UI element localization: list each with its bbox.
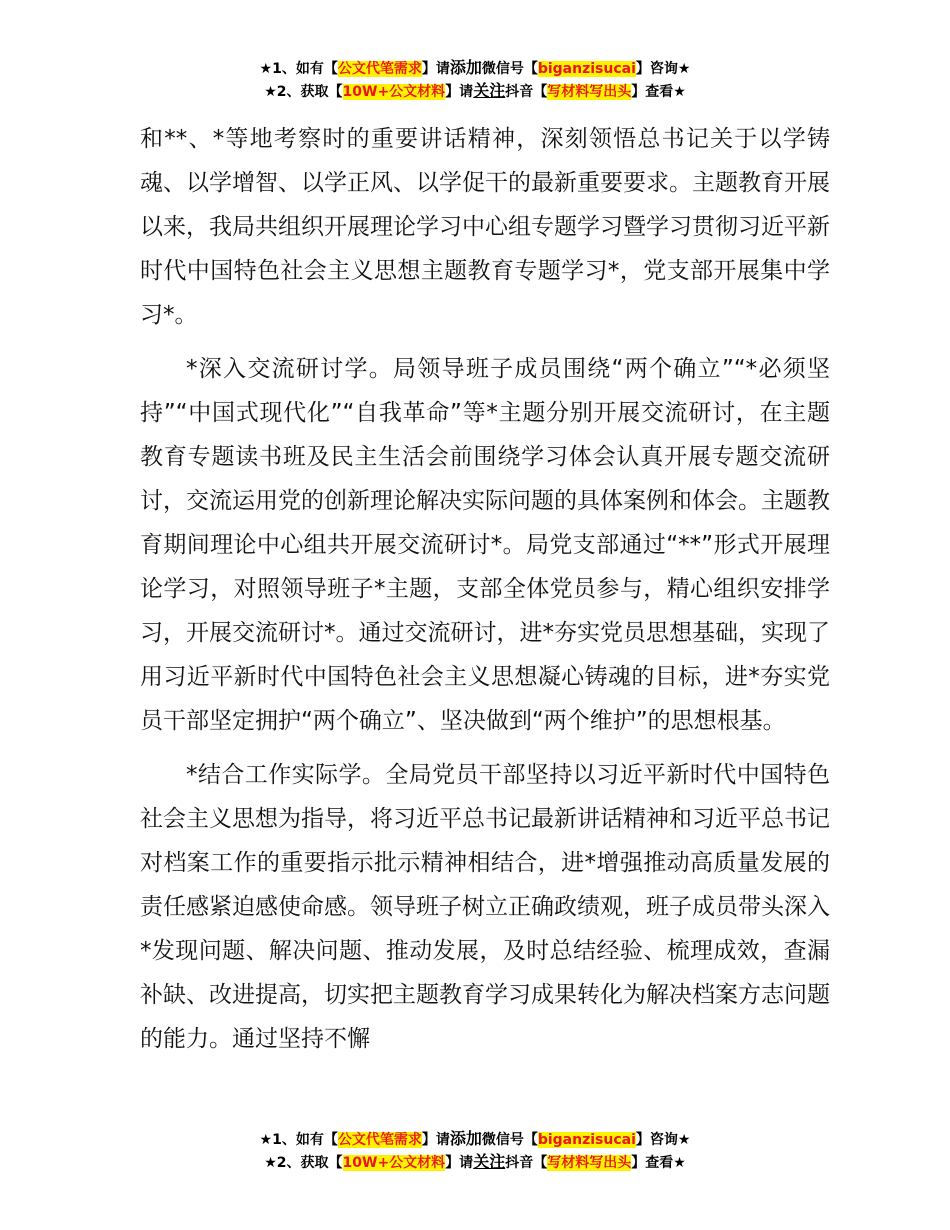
paragraph-1: 和**、*等地考察时的重要讲话精神，深刻领悟总书记关于以学铸魂、以学增智、以学正风、以学促干的最新重要要求。主题教育开展以来，我局共组织开展理论学习中心组专题学习暨学习贯彻习近平新时代中国特色社会主义思想主题教育专题学习*，党支部开展集中学习*。 (140, 126, 830, 328)
document-body (140, 117, 830, 1061)
highlight-service: 公文代笔需求 (337, 61, 422, 77)
highlight-douyin: 写材料写出头 (547, 84, 632, 100)
highlight-wechat-id: biganzisucai (537, 1132, 636, 1148)
header-banner (0, 57, 950, 103)
paragraph-2: *深入交流研讨学。局领导班子成员围绕“两个确立”“*必须坚持”“中国式现代化”“自我革命”等*主题分别开展交流研讨，在主题教育专题读书班及民主生活会前围绕学习体会认真开展专题交流研讨，交流运用党的创新理论解决实际问题的具体案例和体会。主题教育期间理论中心组共开展交流研讨*。局党支部通过“**”形式开展理论学习，对照领导班子*主题，支部全体党员参与，精心组织安排学习，开展交流研讨*。通过交流研讨，进*夯实党员思想基础，实现了用习近平新时代中国特色社会主义思想凝心铸魂的目标，进*夯实党员干部坚定拥护“两个确立”、坚决做到“两个维护”的思想根基。 (140, 356, 830, 734)
highlight-wechat-id: biganzisucai (537, 61, 636, 77)
footer-banner (0, 1128, 950, 1174)
banner-line-1: ★1、如有【公文代笔需求】请添加微信号【biganzisucai】咨询★ (259, 1129, 691, 1148)
banner-line-1: ★1、如有【公文代笔需求】请添加微信号【biganzisucai】咨询★ (259, 58, 691, 77)
highlight-service: 公文代笔需求 (337, 1132, 422, 1148)
highlight-materials: 10W+公文材料 (342, 84, 446, 100)
highlight-douyin: 写材料写出头 (547, 1155, 632, 1171)
highlight-materials: 10W+公文材料 (342, 1155, 446, 1171)
banner-line-2: ★2、获取【10W+公文材料】请关注抖音【写材料写出头】查看★ (264, 81, 686, 100)
paragraph-3: *结合工作实际学。全局党员干部坚持以习近平新时代中国特色社会主义思想为指导，将习近平总书记最新讲话精神和习近平总书记对档案工作的重要指示批示精神相结合，进*增强推动高质量发展的责任感紧迫感使命感。领导班子树立正确政绩观，班子成员带头深入*发现问题、解决问题、推动发展，及时总结经验、梳理成效，查漏补缺、改进提高，切实把主题教育学习成果转化为解决档案方志问题的能力。通过坚持不懈 (140, 762, 830, 1052)
banner-line-2: ★2、获取【10W+公文材料】请关注抖音【写材料写出头】查看★ (264, 1152, 686, 1171)
